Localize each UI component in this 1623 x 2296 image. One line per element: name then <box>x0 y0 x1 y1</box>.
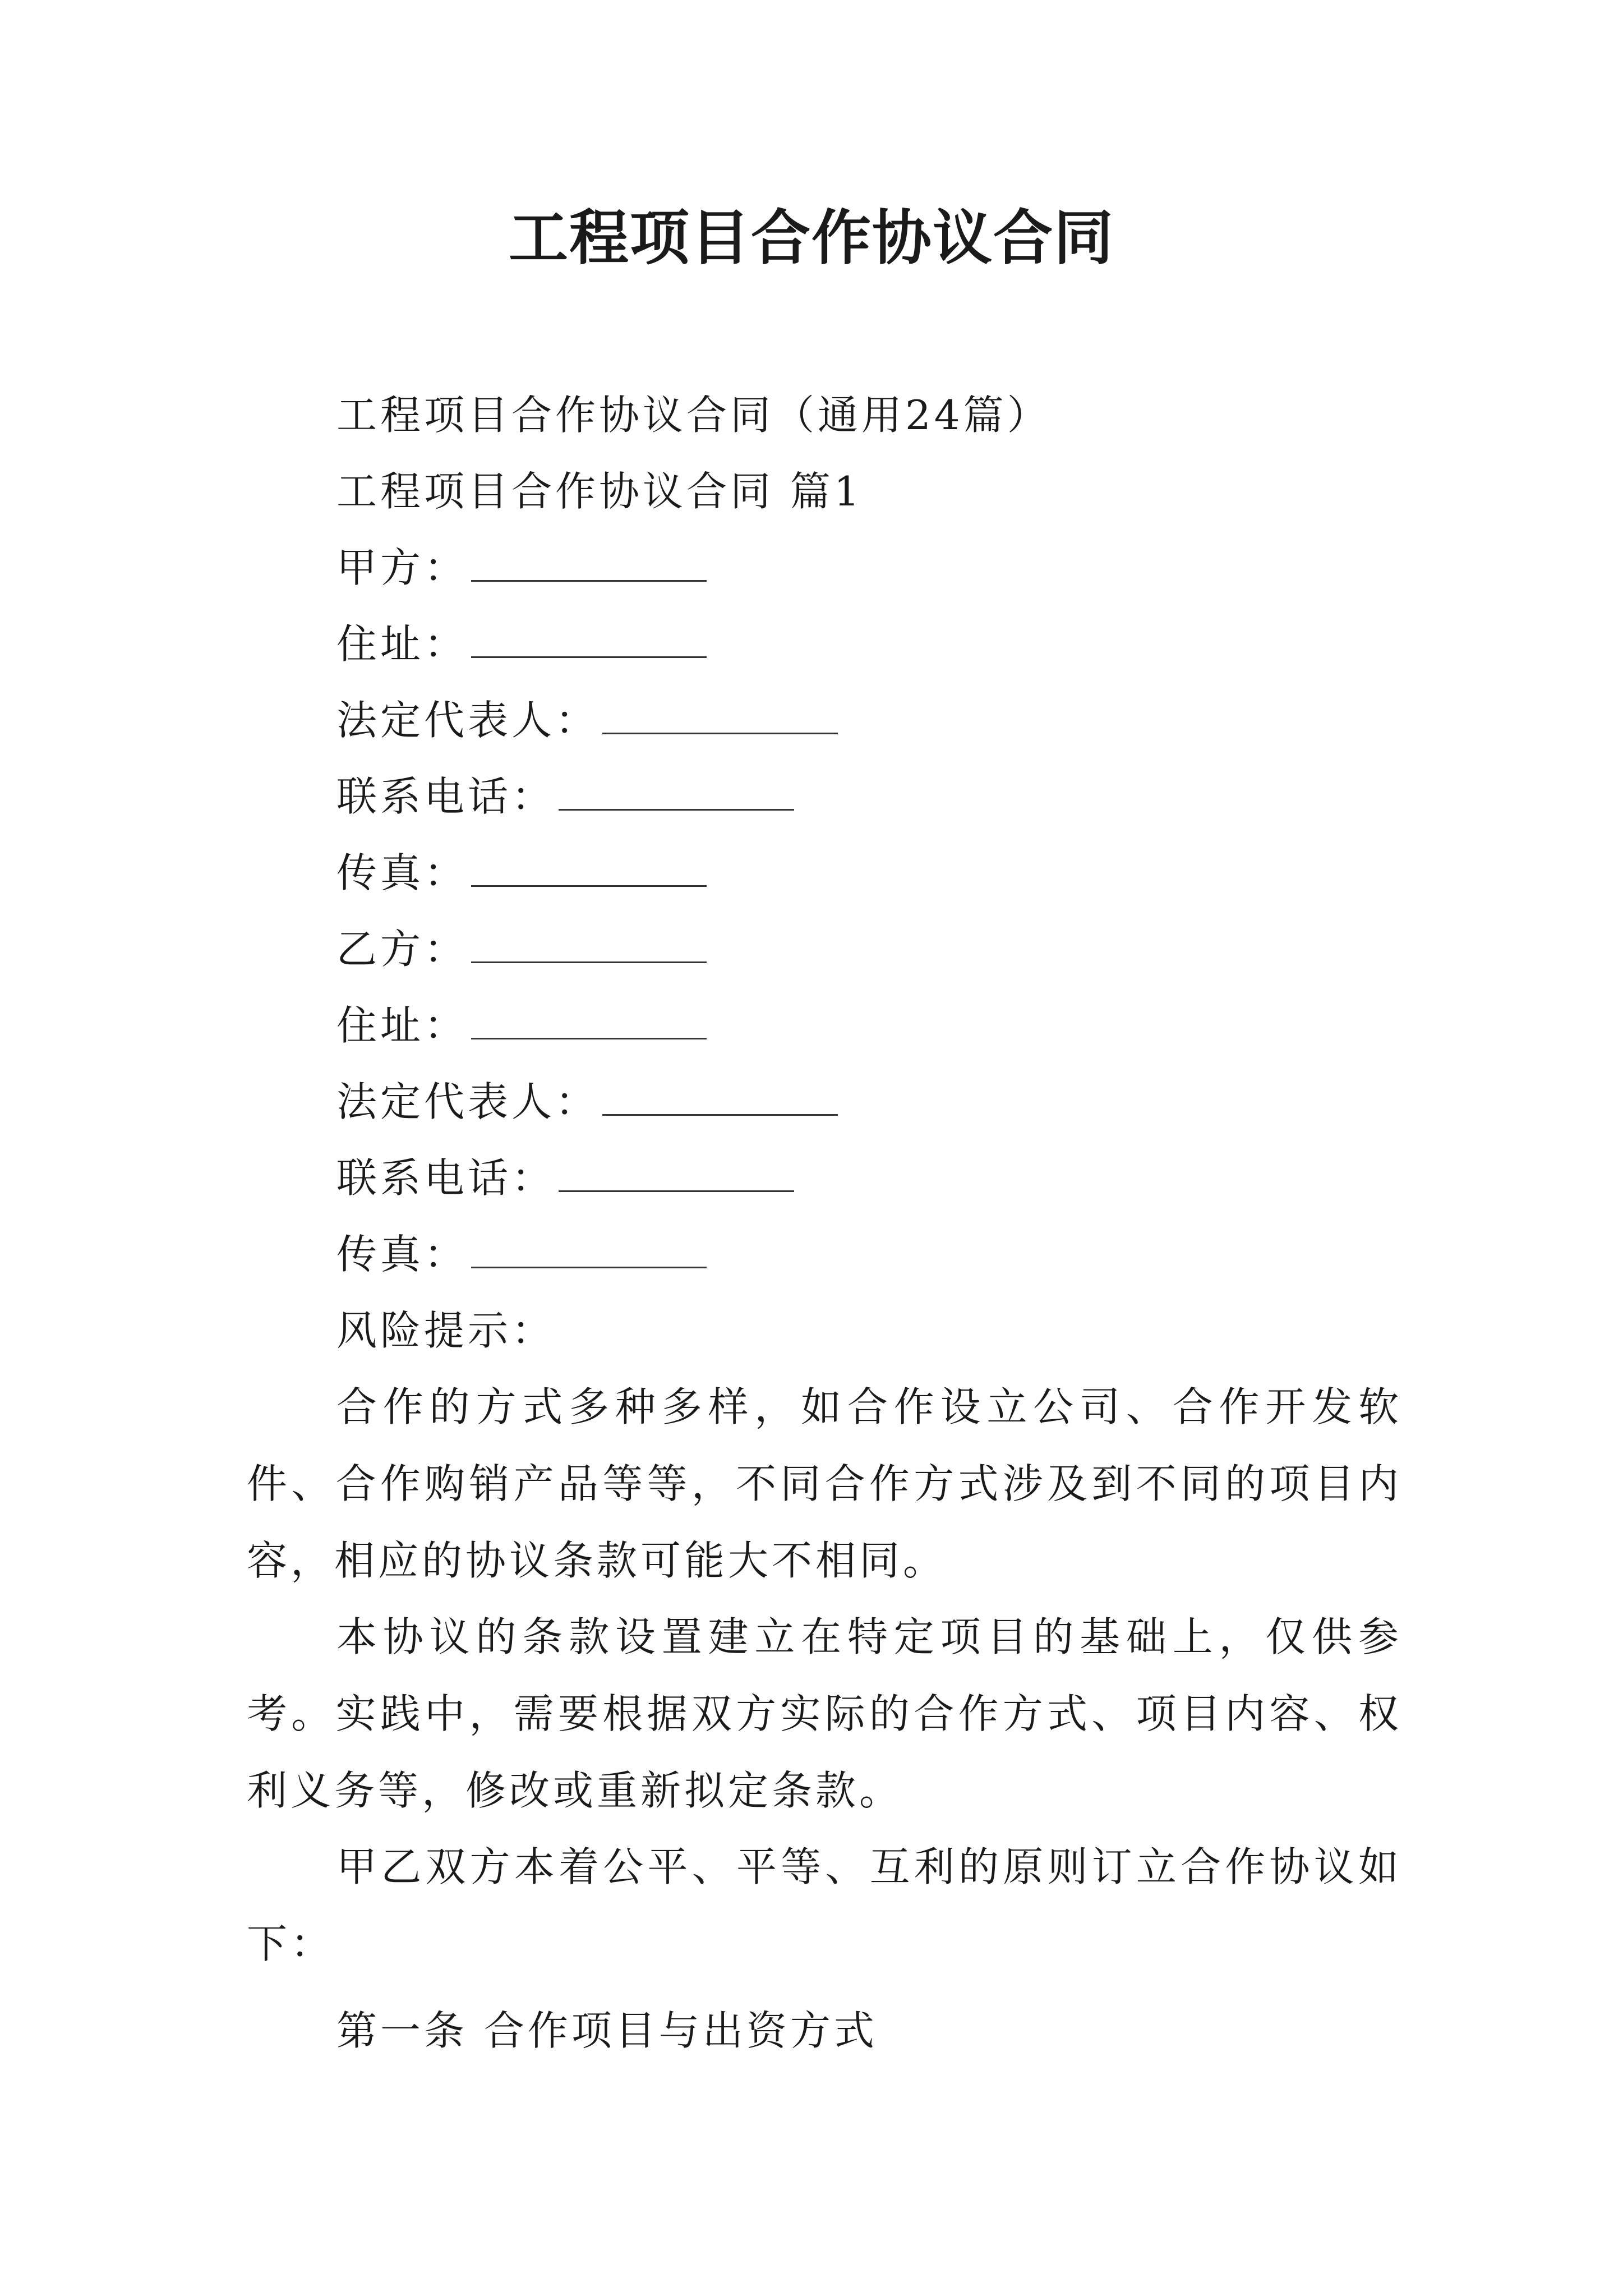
paragraph-cooperation-methods: 合作的方式多种多样，如合作设立公司、合作开发软件、合作购销产品等等，不同合作方式涉及到不同的项目内容，相应的协议条款可能大不相同。 <box>247 1383 1402 1584</box>
party-b-address-field <box>336 997 707 1053</box>
field-label: 乙方： <box>336 926 468 973</box>
section-heading: 工程项目合作协议合同 篇1 <box>336 468 863 515</box>
field-label: 联系电话： <box>336 1154 556 1202</box>
field-label: 住址： <box>336 1002 468 1049</box>
party-a-address-field <box>336 616 707 672</box>
field-label: 住址： <box>336 620 468 668</box>
field-label: 传真： <box>336 1231 468 1278</box>
field-label: 法定代表人： <box>336 697 600 744</box>
paragraph-agreement-principle: 甲乙双方本着公平、平等、互利的原则订立合作协议如下： <box>247 1843 1402 1967</box>
fill-in-blank <box>471 1226 707 1268</box>
party-b-fax-field <box>336 1226 707 1282</box>
fill-in-blank <box>471 616 707 658</box>
fill-in-blank <box>471 540 707 582</box>
field-label: 法定代表人： <box>336 1078 600 1125</box>
party-b-name-field <box>336 921 707 977</box>
party-b-legal-rep-field <box>336 1074 838 1130</box>
fill-in-blank <box>602 692 838 734</box>
party-b-phone-field <box>336 1150 794 1206</box>
field-label: 联系电话： <box>336 773 556 820</box>
fill-in-blank <box>559 1150 794 1192</box>
fill-in-blank <box>471 845 707 887</box>
article-1-heading: 第一条 合作项目与出资方式 <box>336 2007 878 2054</box>
party-a-phone-field <box>336 769 794 825</box>
fill-in-blank <box>471 921 707 963</box>
paragraph-reference-note: 本协议的条款设置建立在特定项目的基础上，仅供参考。实践中，需要根据双方实际的合作方式、项目内容、权利义务等，修改或重新拟定条款。 <box>247 1613 1402 1814</box>
fill-in-blank <box>471 997 707 1039</box>
party-a-fax-field <box>336 845 707 901</box>
field-label: 甲方： <box>336 544 468 591</box>
party-a-legal-rep-field <box>336 692 838 748</box>
document-title: 工程项目合作协议合同 <box>509 204 1114 273</box>
fill-in-blank <box>602 1074 838 1116</box>
party-a-name-field <box>336 540 707 596</box>
fill-in-blank <box>559 769 794 811</box>
document-subtitle: 工程项目合作协议合同（通用24篇） <box>336 392 1051 439</box>
field-label: 传真： <box>336 849 468 896</box>
risk-heading: 风险提示： <box>336 1307 556 1354</box>
